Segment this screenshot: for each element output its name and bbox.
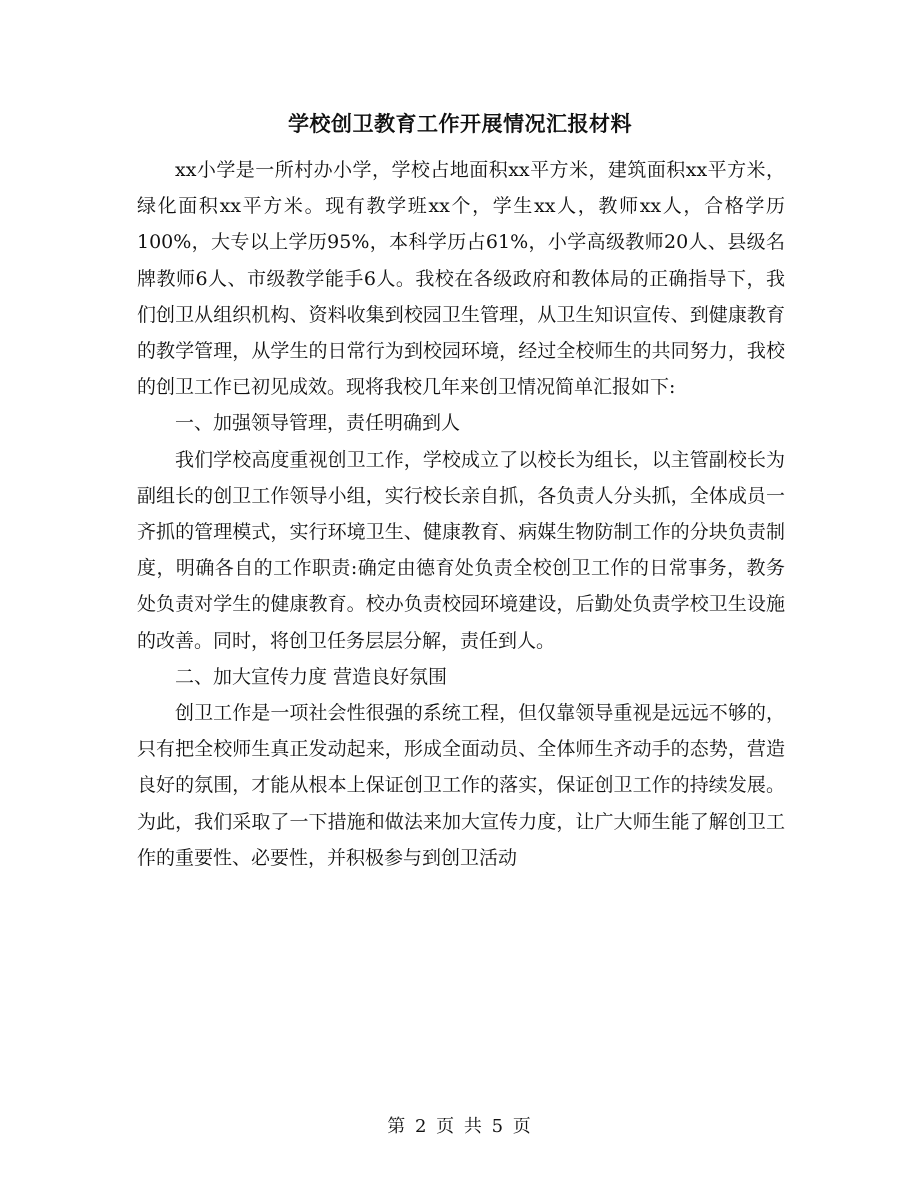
section-paragraph-2: 创卫工作是一项社会性很强的系统工程，但仅靠领导重视是远远不够的，只有把全校师生真正发动起来，形成全面动员、全体师生齐动手的态势，营造良好的氛围，才能从根本上保证创卫工作的落实，保证创卫工作的持续发展。为此，我们采取了一下措施和做法来加大宣传力度，让广大师生能了解创卫工作的重要性、必要性，并积极参与到创卫活动 bbox=[137, 702, 785, 869]
page-number-footer: 第 2 页 共 5 页 bbox=[387, 1116, 533, 1137]
document-body bbox=[137, 152, 785, 876]
section-heading-2: 二、加大宣传力度 营造良好氛围 bbox=[175, 665, 448, 688]
intro-paragraph: xx小学是一所村办小学，学校占地面积xx平方米，建筑面积xx平方米，绿化面积xx平方米。现有教学班xx个，学生xx人，教师xx人，合格学历100%，大专以上学历95%，本科学历占61%，小学高级教师20人、县级名牌教师6人、市级教学能手6人。我校在各级政府和教体局的正确指导下，我们创卫从组织机构、资料收集到校园卫生管理，从卫生知识宣传、到健康教育的教学管理，从学生的日常行为到校园环境，经过全校师生的共同努力，我校的创卫工作已初见成效。现将我校几年来创卫情况简单汇报如下: bbox=[137, 159, 785, 399]
section-heading-1: 一、加强领导管理，责任明确到人 bbox=[175, 412, 461, 435]
section-paragraph-1: 我们学校高度重视创卫工作，学校成立了以校长为组长，以主管副校长为副组长的创卫工作领导小组，实行校长亲自抓，各负责人分头抓，全体成员一齐抓的管理模式，实行环境卫生、健康教育、病媒生物防制工作的分块负责制度，明确各自的工作职责:确定由德育处负责全校创卫工作的日常事务，教务处负责对学生的健康教育。校办负责校园环境建设，后勤处负责学校卫生设施的改善。同时，将创卫任务层层分解，责任到人。 bbox=[137, 448, 785, 652]
document-title: 学校创卫教育工作开展情况汇报材料 bbox=[288, 111, 632, 136]
